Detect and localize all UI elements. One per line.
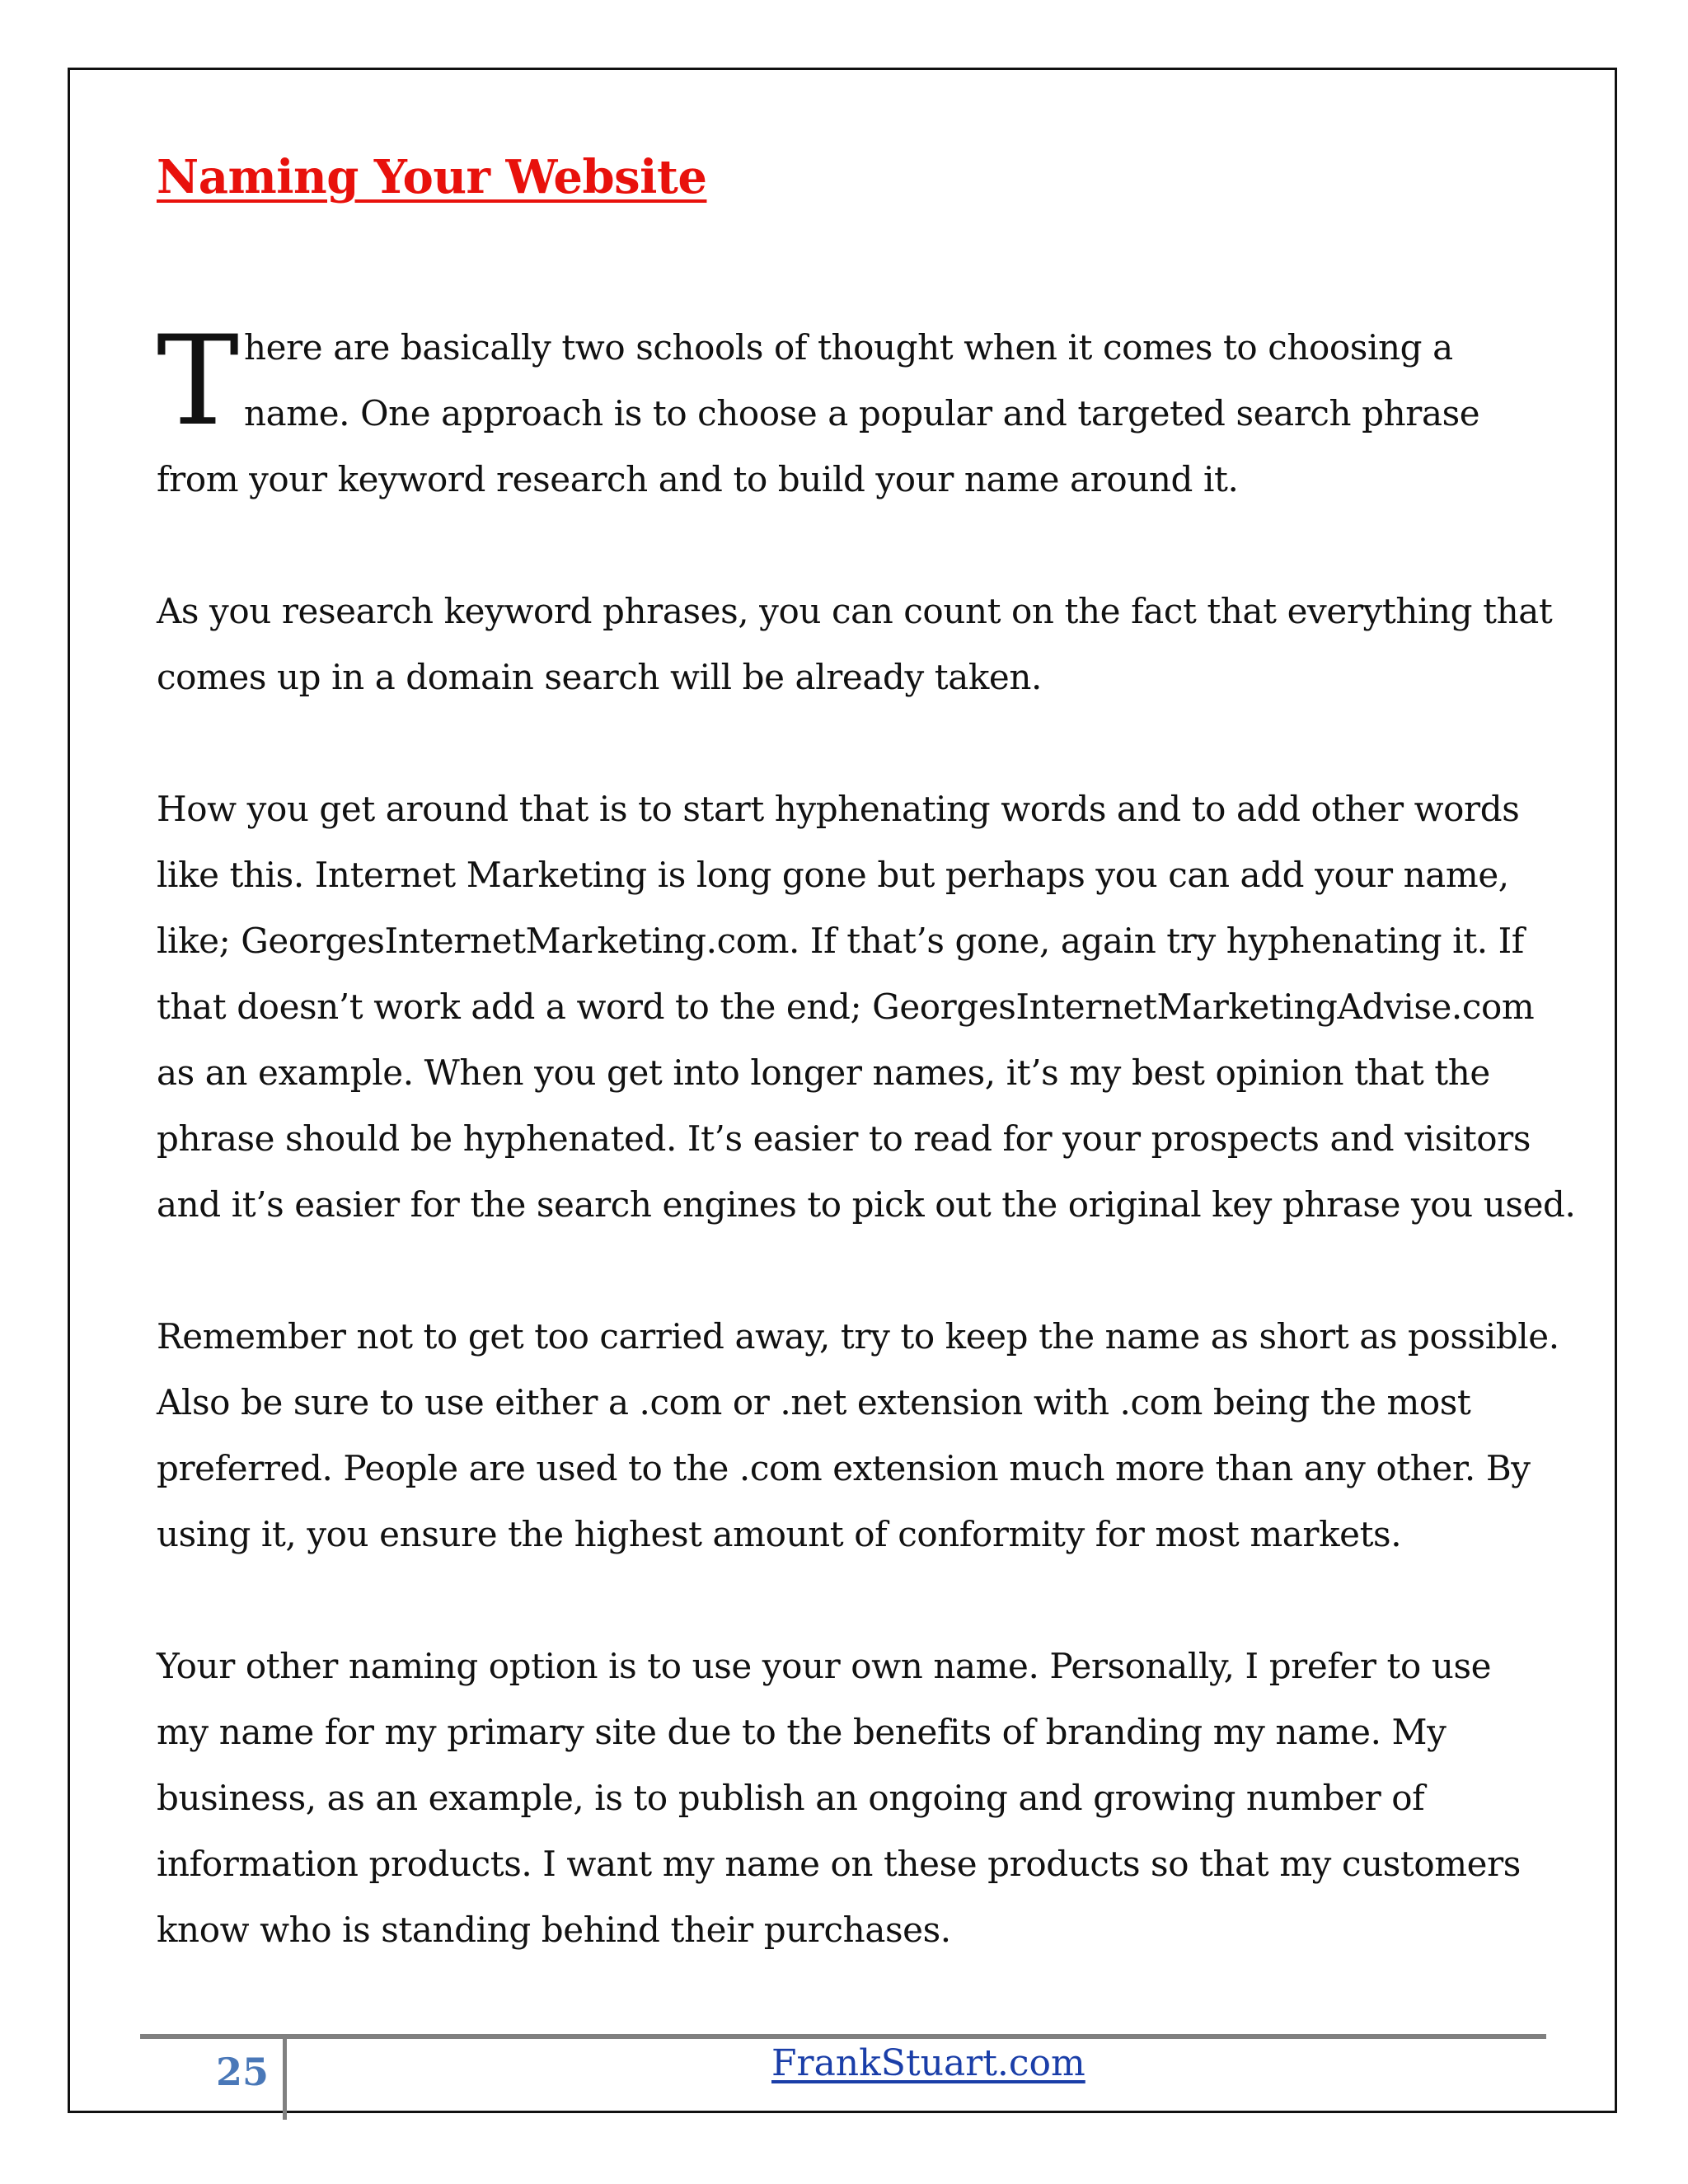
text-line: How you get around that is to start hyphenating words and to add other words <box>157 789 1520 829</box>
text-line: phrase should be hyphenated. It’s easier to read for your prospects and visitors <box>157 1118 1531 1159</box>
text-line: Also be sure to use either a .com or .net extension with .com being the most <box>157 1382 1471 1422</box>
text-line: using it, you ensure the highest amount of conformity for most markets. <box>157 1514 1402 1554</box>
paragraph-5 <box>157 1633 1574 1963</box>
footer-website-link[interactable]: FrankStuart.com <box>771 2042 1085 2084</box>
page-number: 25 <box>216 2050 270 2094</box>
text-line: from your keyword research and to build your name around it. <box>157 459 1239 499</box>
paragraph-4 <box>157 1304 1574 1568</box>
text-line: here are basically two schools of thought when it comes to choosing a <box>244 327 1453 368</box>
text-line: comes up in a domain search will be already taken. <box>157 657 1042 697</box>
text-line: know who is standing behind their purchases. <box>157 1910 951 1950</box>
text-line: Remember not to get too carried away, try to keep the name as short as possible. <box>157 1316 1559 1357</box>
text-line: that doesn’t work add a word to the end; GeorgesInternetMarketingAdvise.com <box>157 987 1535 1027</box>
footer-vertical-divider <box>283 2039 287 2120</box>
text-line: name. One approach is to choose a popular and targeted search phrase <box>244 393 1480 434</box>
text-line: my name for my primary site due to the benefits of branding my name. My <box>157 1712 1447 1752</box>
footer-divider <box>140 2034 1546 2039</box>
text-line: preferred. People are used to the .com extension much more than any other. By <box>157 1448 1531 1488</box>
text-line: like; GeorgesInternetMarketing.com. If that’s gone, again try hyphenating it. If <box>157 921 1524 961</box>
text-line: Your other naming option is to use your own name. Personally, I prefer to use <box>157 1646 1492 1686</box>
drop-cap: T <box>157 310 239 453</box>
text-line: information products. I want my name on these products so that my customers <box>157 1844 1521 1884</box>
text-line: like this. Internet Marketing is long gone but perhaps you can add your name, <box>157 855 1509 895</box>
paragraph-3 <box>157 776 1574 1238</box>
paragraph-1 <box>157 310 1574 513</box>
paragraph-2 <box>157 579 1574 710</box>
page-title: Naming Your Website <box>157 150 707 204</box>
text-line: business, as an example, is to publish an ongoing and growing number of <box>157 1778 1425 1818</box>
body-text <box>157 310 1576 2029</box>
text-line: As you research keyword phrases, you can count on the fact that everything that <box>157 591 1553 631</box>
text-line: and it’s easier for the search engines to pick out the original key phrase you used. <box>157 1184 1576 1225</box>
text-line: as an example. When you get into longer names, it’s my best opinion that the <box>157 1052 1490 1093</box>
